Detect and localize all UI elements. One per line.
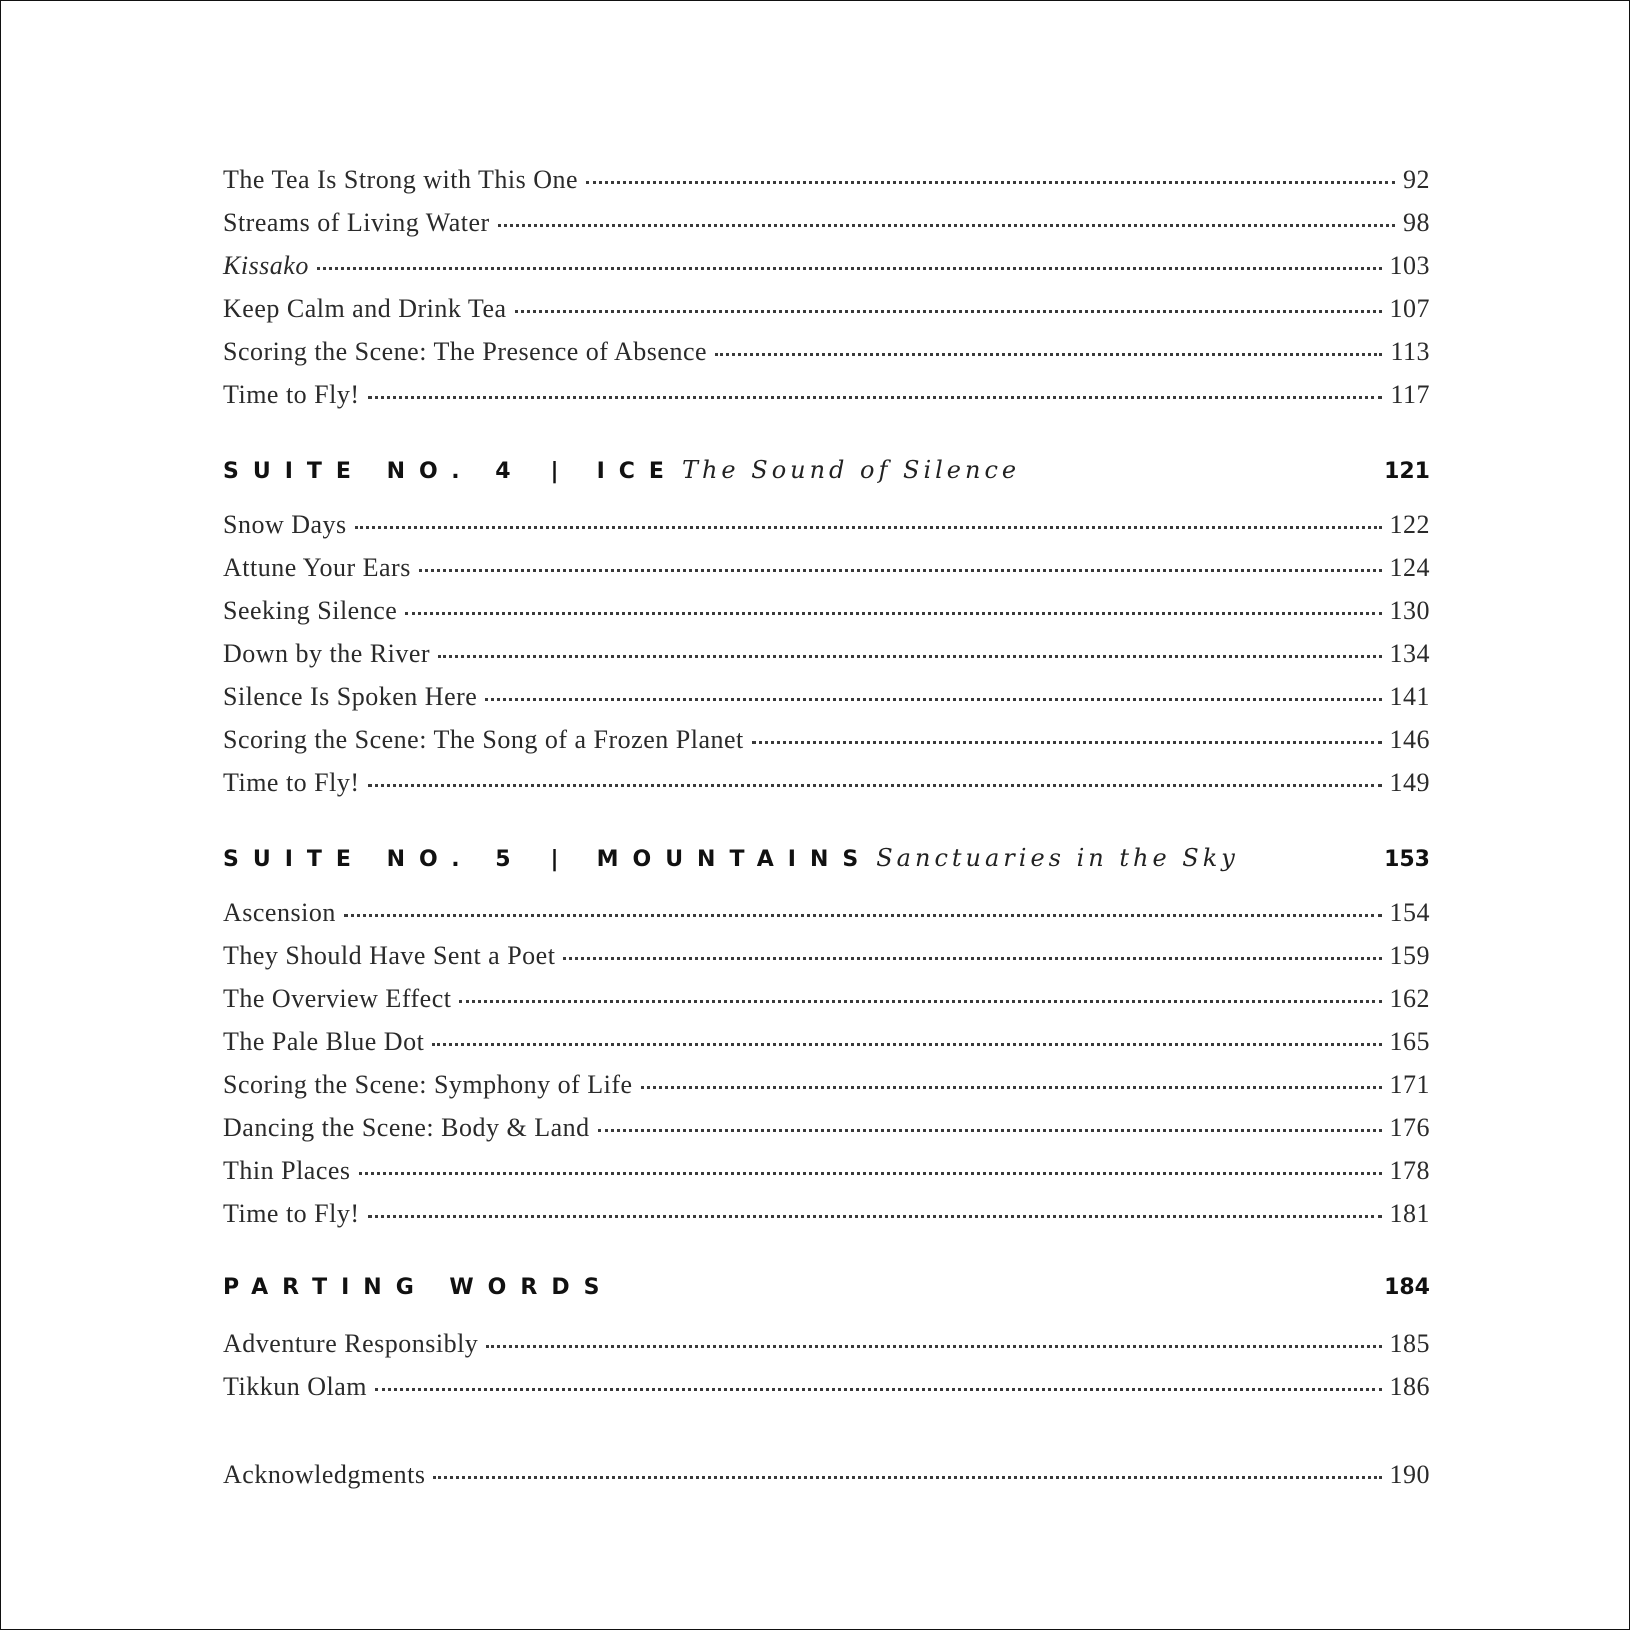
toc-entry-page: 146: [1389, 725, 1430, 754]
dot-leader: [405, 612, 1381, 615]
toc-entry-page: 92: [1403, 165, 1430, 194]
toc-entry-title: Streams of Living Water: [223, 208, 490, 237]
section-heading-suite-4[interactable]: [223, 456, 1430, 510]
dot-leader: [586, 181, 1395, 184]
toc-entry-page: 165: [1389, 1027, 1430, 1056]
section-subtitle: Sanctuaries in the Sky: [876, 844, 1239, 872]
dot-leader: [485, 698, 1381, 701]
toc-entry[interactable]: [223, 682, 1430, 725]
toc-entry-page: 149: [1389, 768, 1430, 797]
toc-entry-title: The Tea Is Strong with This One: [223, 165, 579, 194]
section-label: SUITE NO. 5: [223, 847, 525, 872]
toc-entry-page: 154: [1389, 898, 1430, 927]
toc-entry-title: Time to Fly!: [223, 1199, 360, 1228]
toc-entry-page: 130: [1389, 596, 1430, 625]
toc-entry-title: Down by the River: [223, 639, 431, 668]
toc-entry-title: Scoring the Scene: Symphony of Life: [223, 1070, 633, 1099]
section-heading-left: [223, 844, 1239, 872]
dot-leader: [419, 569, 1382, 572]
toc-entry[interactable]: [223, 984, 1430, 1027]
toc-entry-page: 107: [1389, 294, 1430, 323]
section-divider: |: [550, 459, 559, 484]
toc-entry-page: 176: [1389, 1113, 1430, 1142]
dot-leader: [359, 1172, 1382, 1175]
section-page: 121: [1384, 459, 1430, 484]
toc-entry-page: 113: [1390, 337, 1430, 366]
toc-entry[interactable]: [223, 380, 1430, 423]
toc-entry[interactable]: [223, 553, 1430, 596]
toc-entry[interactable]: [223, 510, 1430, 553]
section-name: ICE: [596, 459, 678, 484]
toc-entry-title: Tikkun Olam: [223, 1372, 367, 1401]
toc-entry[interactable]: [223, 294, 1430, 337]
table-of-contents: [223, 165, 1430, 1503]
section-divider: |: [550, 847, 559, 872]
toc-entry[interactable]: [223, 1372, 1430, 1415]
toc-entry-title: Keep Calm and Drink Tea: [223, 294, 507, 323]
dot-leader: [368, 1215, 1382, 1218]
dot-leader: [432, 1043, 1381, 1046]
toc-entry-title: Kissako: [223, 251, 309, 280]
dot-leader: [641, 1086, 1382, 1089]
section-label: PARTING WORDS: [223, 1275, 614, 1300]
toc-entry-title: Adventure Responsibly: [223, 1329, 479, 1358]
dot-leader: [598, 1129, 1382, 1132]
toc-entry-title: Snow Days: [223, 510, 347, 539]
section-name: MOUNTAINS: [596, 847, 873, 872]
dot-leader: [459, 1000, 1381, 1003]
section-heading-left: [223, 1275, 613, 1300]
toc-entry[interactable]: [223, 208, 1430, 251]
dot-leader: [752, 741, 1382, 744]
toc-entry[interactable]: [223, 596, 1430, 639]
toc-entry-page: 124: [1389, 553, 1430, 582]
toc-entry[interactable]: [223, 1027, 1430, 1070]
toc-entry-acknowledgments[interactable]: [223, 1460, 1430, 1503]
spacer: [223, 1415, 1430, 1460]
toc-entry-title: Scoring the Scene: The Song of a Frozen Planet: [223, 725, 744, 754]
dot-leader: [515, 310, 1382, 313]
toc-entry[interactable]: [223, 1329, 1430, 1372]
toc-entry[interactable]: [223, 639, 1430, 682]
toc-entry[interactable]: [223, 1199, 1430, 1242]
toc-entry-page: 162: [1389, 984, 1430, 1013]
dot-leader: [433, 1476, 1381, 1479]
toc-entry-title: Dancing the Scene: Body & Land: [223, 1113, 590, 1142]
toc-entry[interactable]: [223, 1156, 1430, 1199]
section-heading-parting-words[interactable]: [223, 1275, 1430, 1329]
toc-entry-title: Seeking Silence: [223, 596, 398, 625]
dot-leader: [355, 526, 1382, 529]
toc-entry-title: Thin Places: [223, 1156, 351, 1185]
toc-entry[interactable]: [223, 898, 1430, 941]
toc-entry-title: Ascension: [223, 898, 336, 927]
section-heading-suite-5[interactable]: [223, 844, 1430, 898]
toc-entry-page: 181: [1389, 1199, 1430, 1228]
toc-entry-title: The Pale Blue Dot: [223, 1027, 425, 1056]
toc-entry[interactable]: [223, 768, 1430, 811]
toc-entry-title: Time to Fly!: [223, 380, 360, 409]
toc-entry[interactable]: [223, 725, 1430, 768]
toc-entry-title: They Should Have Sent a Poet: [223, 941, 556, 970]
dot-leader: [486, 1345, 1381, 1348]
section-heading-left: [223, 456, 1020, 484]
section-subtitle: The Sound of Silence: [681, 456, 1021, 484]
toc-entry[interactable]: [223, 1070, 1430, 1113]
toc-entry-page: 117: [1390, 380, 1430, 409]
toc-entry-page: 171: [1389, 1070, 1430, 1099]
toc-entry-page: 141: [1389, 682, 1430, 711]
toc-entry[interactable]: [223, 165, 1430, 208]
dot-leader: [368, 784, 1382, 787]
dot-leader: [317, 267, 1382, 270]
dot-leader: [368, 396, 1383, 399]
toc-entry-page: 159: [1389, 941, 1430, 970]
toc-entry-title: The Overview Effect: [223, 984, 452, 1013]
section-label: SUITE NO. 4: [223, 459, 525, 484]
dot-leader: [344, 914, 1382, 917]
toc-entry-page: 103: [1389, 251, 1430, 280]
toc-entry-page: 98: [1403, 208, 1430, 237]
toc-entry-title: Acknowledgments: [223, 1460, 426, 1489]
toc-entry-page: 185: [1389, 1329, 1430, 1358]
section-page: 184: [1384, 1275, 1430, 1300]
toc-entry[interactable]: [223, 337, 1430, 380]
dot-leader: [438, 655, 1381, 658]
toc-entry-title: Time to Fly!: [223, 768, 360, 797]
toc-entry[interactable]: [223, 941, 1430, 984]
toc-entry-page: 186: [1389, 1372, 1430, 1401]
toc-entry-title: Scoring the Scene: The Presence of Absence: [223, 337, 708, 366]
dot-leader: [563, 957, 1381, 960]
toc-entry[interactable]: [223, 1113, 1430, 1156]
toc-entry-page: 122: [1389, 510, 1430, 539]
dot-leader: [498, 224, 1395, 227]
toc-entry-title: Silence Is Spoken Here: [223, 682, 478, 711]
toc-entry-page: 178: [1389, 1156, 1430, 1185]
dot-leader: [375, 1388, 1382, 1391]
toc-entry-page: 134: [1389, 639, 1430, 668]
toc-entry[interactable]: [223, 251, 1430, 294]
toc-entry-page: 190: [1389, 1460, 1430, 1489]
toc-entry-title: Attune Your Ears: [223, 553, 411, 582]
dot-leader: [715, 353, 1382, 356]
section-page: 153: [1384, 847, 1430, 872]
